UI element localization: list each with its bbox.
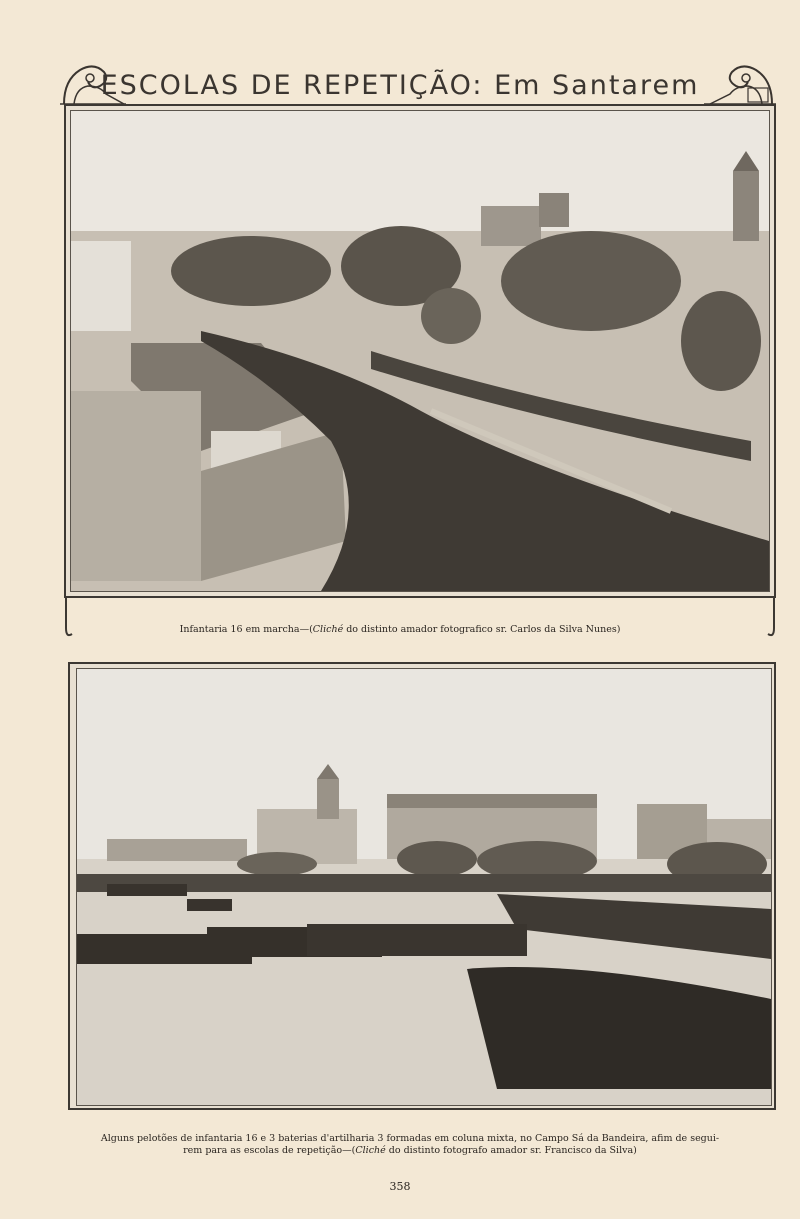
- bottom-photo: [76, 668, 772, 1106]
- page-number: 358: [389, 1180, 411, 1193]
- top-caption-credit: do distinto amador fotografico sr. Carlos da Silva Nunes): [343, 624, 621, 635]
- top-photo: [70, 110, 770, 592]
- top-caption-text: Infantaria 16 em marcha—(: [179, 624, 313, 635]
- bottom-caption-credit: do distinto fotografo amador sr. Francisco da Silva): [385, 1145, 637, 1156]
- bottom-caption-line-2-text: rem para as escolas de repetição—(: [183, 1145, 356, 1156]
- bottom-photo-caption: [60, 1133, 760, 1157]
- bottom-caption-italic: Cliché: [355, 1145, 386, 1156]
- page-title: ESCOLAS DE REPETIÇÃO: Em Santarem: [100, 70, 700, 102]
- bottom-caption-line-2: [60, 1145, 760, 1157]
- bottom-caption-line-1: Alguns pelotões de infantaria 16 e 3 baterias d'artilharia 3 formadas em coluna mixta, no Campo Sá da Bandeira, afim de segui-: [100, 1133, 720, 1144]
- top-photo-caption: [0, 624, 800, 635]
- top-caption-italic: Cliché: [312, 624, 344, 635]
